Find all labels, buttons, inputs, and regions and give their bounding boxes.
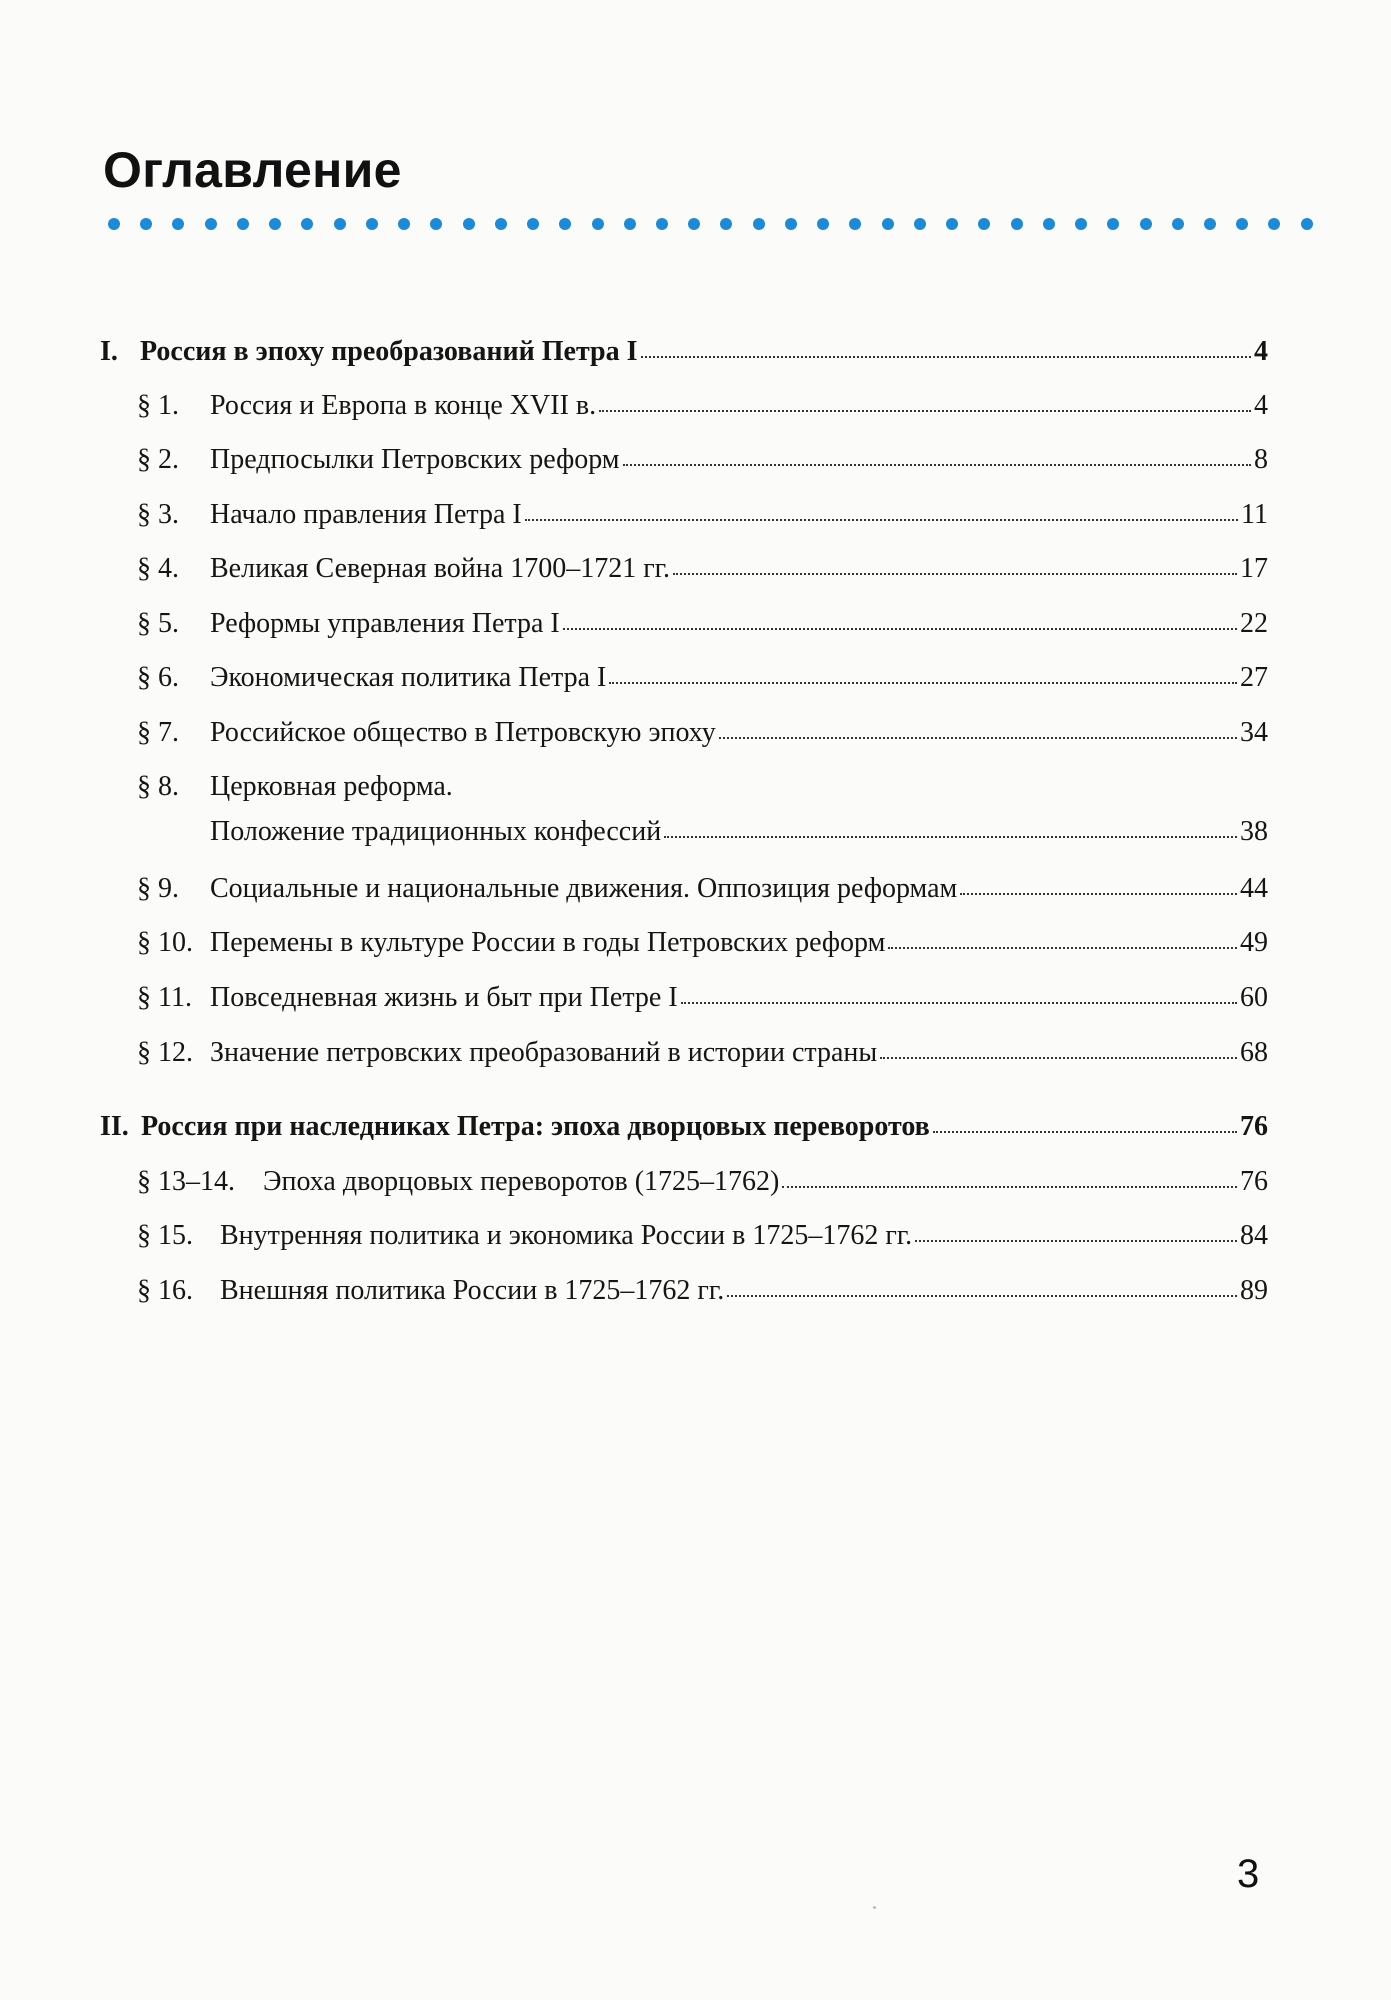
section-entry	[210, 549, 1268, 589]
section-title: Эпоха дворцовых переворотов (1725–1762)	[263, 1166, 780, 1197]
section-title: Реформы управления Петра I	[210, 608, 560, 639]
divider-dot	[882, 218, 894, 230]
divider-dot	[978, 218, 990, 230]
page-ref: 38	[1240, 816, 1268, 847]
divider-dot	[946, 218, 958, 230]
section-number: § 15.	[137, 1220, 193, 1251]
divider-dot	[172, 218, 184, 230]
part-title: Россия в эпоху преобразований Петра I	[140, 336, 638, 367]
section-title: Внешняя политика России в 1725–1762 гг.	[220, 1275, 725, 1306]
section-number: § 5.	[137, 608, 179, 639]
divider-dot	[1268, 218, 1280, 230]
divider-dot	[1301, 218, 1313, 230]
divider-dot	[817, 218, 829, 230]
part-entry	[140, 332, 1268, 372]
section-number: § 3.	[137, 499, 179, 530]
section-entry	[210, 440, 1268, 480]
dot-leader	[782, 1162, 1237, 1188]
toc-section-5[interactable]	[0, 604, 1391, 644]
section-title: Социальные и национальные движения. Оппозиция реформам	[210, 873, 958, 904]
divider-dot	[1011, 218, 1023, 230]
toc-section-6[interactable]	[0, 658, 1391, 698]
section-title: Перемены в культуре России в годы Петровских реформ	[210, 927, 886, 958]
section-entry	[210, 658, 1268, 698]
divider-dot	[688, 218, 700, 230]
dot-leader	[623, 440, 1251, 466]
divider-dot	[656, 218, 668, 230]
divider-dot	[205, 218, 217, 230]
section-entry	[220, 1216, 1268, 1256]
page-ref: 49	[1240, 927, 1268, 958]
section-number: § 16.	[137, 1275, 193, 1306]
section-title: Начало правления Петра I	[210, 499, 522, 530]
page-ref: 34	[1240, 717, 1268, 748]
divider-dot	[301, 218, 313, 230]
divider-dot	[527, 218, 539, 230]
divider-dot	[849, 218, 861, 230]
divider-dot	[1043, 218, 1055, 230]
toc-section-8-continued[interactable]	[0, 812, 1391, 852]
divider-dot	[624, 218, 636, 230]
divider-dot	[1075, 218, 1087, 230]
toc-section-11[interactable]	[0, 978, 1391, 1018]
part-entry	[141, 1107, 1268, 1147]
section-number: § 8.	[137, 771, 179, 802]
toc-section-15[interactable]	[0, 1216, 1391, 1256]
toc-section-8[interactable]	[0, 767, 1391, 807]
page-ref: 89	[1240, 1275, 1268, 1306]
divider-dot	[334, 218, 346, 230]
part-label: I.	[100, 336, 118, 367]
page-number: 3	[1237, 1852, 1260, 1896]
section-number: § 6.	[137, 662, 179, 693]
page-ref: 8	[1254, 444, 1268, 475]
section-entry	[210, 869, 1268, 909]
section-title: Россия и Европа в конце XVII в.	[210, 390, 597, 421]
section-entry	[210, 978, 1268, 1018]
dot-leader	[727, 1271, 1237, 1297]
toc-section-2[interactable]	[0, 440, 1391, 480]
toc-section-7[interactable]	[0, 713, 1391, 753]
divider-dot	[495, 218, 507, 230]
section-number: § 4.	[137, 553, 179, 584]
toc-section-3[interactable]	[0, 495, 1391, 535]
dot-leader	[673, 549, 1237, 575]
toc-section-12[interactable]	[0, 1033, 1391, 1073]
page-ref: 17	[1240, 553, 1268, 584]
section-entry	[263, 1162, 1268, 1202]
part-label: II.	[100, 1111, 129, 1142]
page-ref: 4	[1254, 336, 1268, 367]
divider-dot	[366, 218, 378, 230]
page-ref: 76	[1240, 1166, 1268, 1197]
section-number: § 7.	[137, 717, 179, 748]
dot-leader	[933, 1107, 1237, 1133]
divider-dot	[559, 218, 571, 230]
dot-leader	[681, 978, 1237, 1004]
section-entry	[210, 713, 1268, 753]
section-title: Внутренняя политика и экономика России в 1725–1762 гг.	[220, 1220, 913, 1251]
divider-dot	[1107, 218, 1119, 230]
toc-part-1[interactable]	[0, 332, 1391, 372]
section-title: Российское общество в Петровскую эпоху	[210, 717, 716, 748]
divider-dot	[720, 218, 732, 230]
section-title: Положение традиционных конфессий	[210, 816, 662, 847]
page-ref: 76	[1240, 1111, 1268, 1142]
dot-leader	[525, 495, 1238, 521]
section-title: Экономическая политика Петра I	[210, 662, 607, 693]
section-entry	[210, 1033, 1268, 1073]
section-entry	[210, 495, 1268, 535]
section-title: Повседневная жизнь и быт при Петре I	[210, 982, 678, 1013]
dotted-divider	[108, 216, 1313, 232]
section-entry	[210, 386, 1268, 426]
dot-leader	[960, 869, 1237, 895]
section-number: § 13–14.	[137, 1166, 235, 1197]
divider-dot	[1172, 218, 1184, 230]
section-title: Великая Северная война 1700–1721 гг.	[210, 553, 671, 584]
divider-dot	[108, 218, 120, 230]
divider-dot	[1140, 218, 1152, 230]
dot-leader	[880, 1033, 1237, 1059]
toc-section-1[interactable]	[0, 386, 1391, 426]
section-title-line-1: Церковная реформа.	[210, 771, 453, 802]
page-ref: 4	[1254, 390, 1268, 421]
part-title: Россия при наследниках Петра: эпоха дворцовых переворотов	[141, 1111, 930, 1142]
dot-leader	[641, 332, 1251, 358]
toc-section-10[interactable]	[0, 923, 1391, 963]
section-number: § 2.	[137, 444, 179, 475]
divider-dot	[1236, 218, 1248, 230]
divider-dot	[785, 218, 797, 230]
page-ref: 27	[1240, 662, 1268, 693]
divider-dot	[237, 218, 249, 230]
dot-leader	[609, 658, 1237, 684]
dot-leader	[915, 1216, 1237, 1242]
section-entry	[220, 1271, 1268, 1311]
section-number: § 12.	[137, 1037, 193, 1068]
page-ref: 22	[1240, 608, 1268, 639]
section-number: § 11.	[137, 982, 192, 1013]
divider-dot	[914, 218, 926, 230]
toc-section-13-14[interactable]	[0, 1162, 1391, 1202]
dot-leader	[888, 923, 1237, 949]
page-ref: 60	[1240, 982, 1268, 1013]
section-title: Значение петровских преобразований в истории страны	[210, 1037, 878, 1068]
paper-speck	[873, 1906, 876, 1909]
dot-leader	[599, 386, 1251, 412]
section-number: § 10.	[137, 927, 193, 958]
page-ref: 84	[1240, 1220, 1268, 1251]
page-ref: 68	[1240, 1037, 1268, 1068]
page-ref: 44	[1240, 873, 1268, 904]
divider-dot	[592, 218, 604, 230]
page-ref: 11	[1241, 499, 1268, 530]
section-title: Предпосылки Петровских реформ	[210, 444, 620, 475]
section-number: § 1.	[137, 390, 179, 421]
toc-section-9[interactable]	[0, 869, 1391, 909]
divider-dot	[398, 218, 410, 230]
toc-section-16[interactable]	[0, 1271, 1391, 1311]
section-entry	[210, 812, 1268, 852]
page-title: Оглавление	[103, 142, 402, 198]
dot-leader	[563, 604, 1237, 630]
section-entry	[210, 604, 1268, 644]
dot-leader	[664, 812, 1237, 838]
divider-dot	[430, 218, 442, 230]
divider-dot	[1204, 218, 1216, 230]
divider-dot	[140, 218, 152, 230]
divider-dot	[463, 218, 475, 230]
divider-dot	[753, 218, 765, 230]
section-number: § 9.	[137, 873, 179, 904]
toc-part-2[interactable]	[0, 1107, 1391, 1147]
toc-section-4[interactable]	[0, 549, 1391, 589]
section-entry	[210, 923, 1268, 963]
dot-leader	[719, 713, 1237, 739]
divider-dot	[269, 218, 281, 230]
